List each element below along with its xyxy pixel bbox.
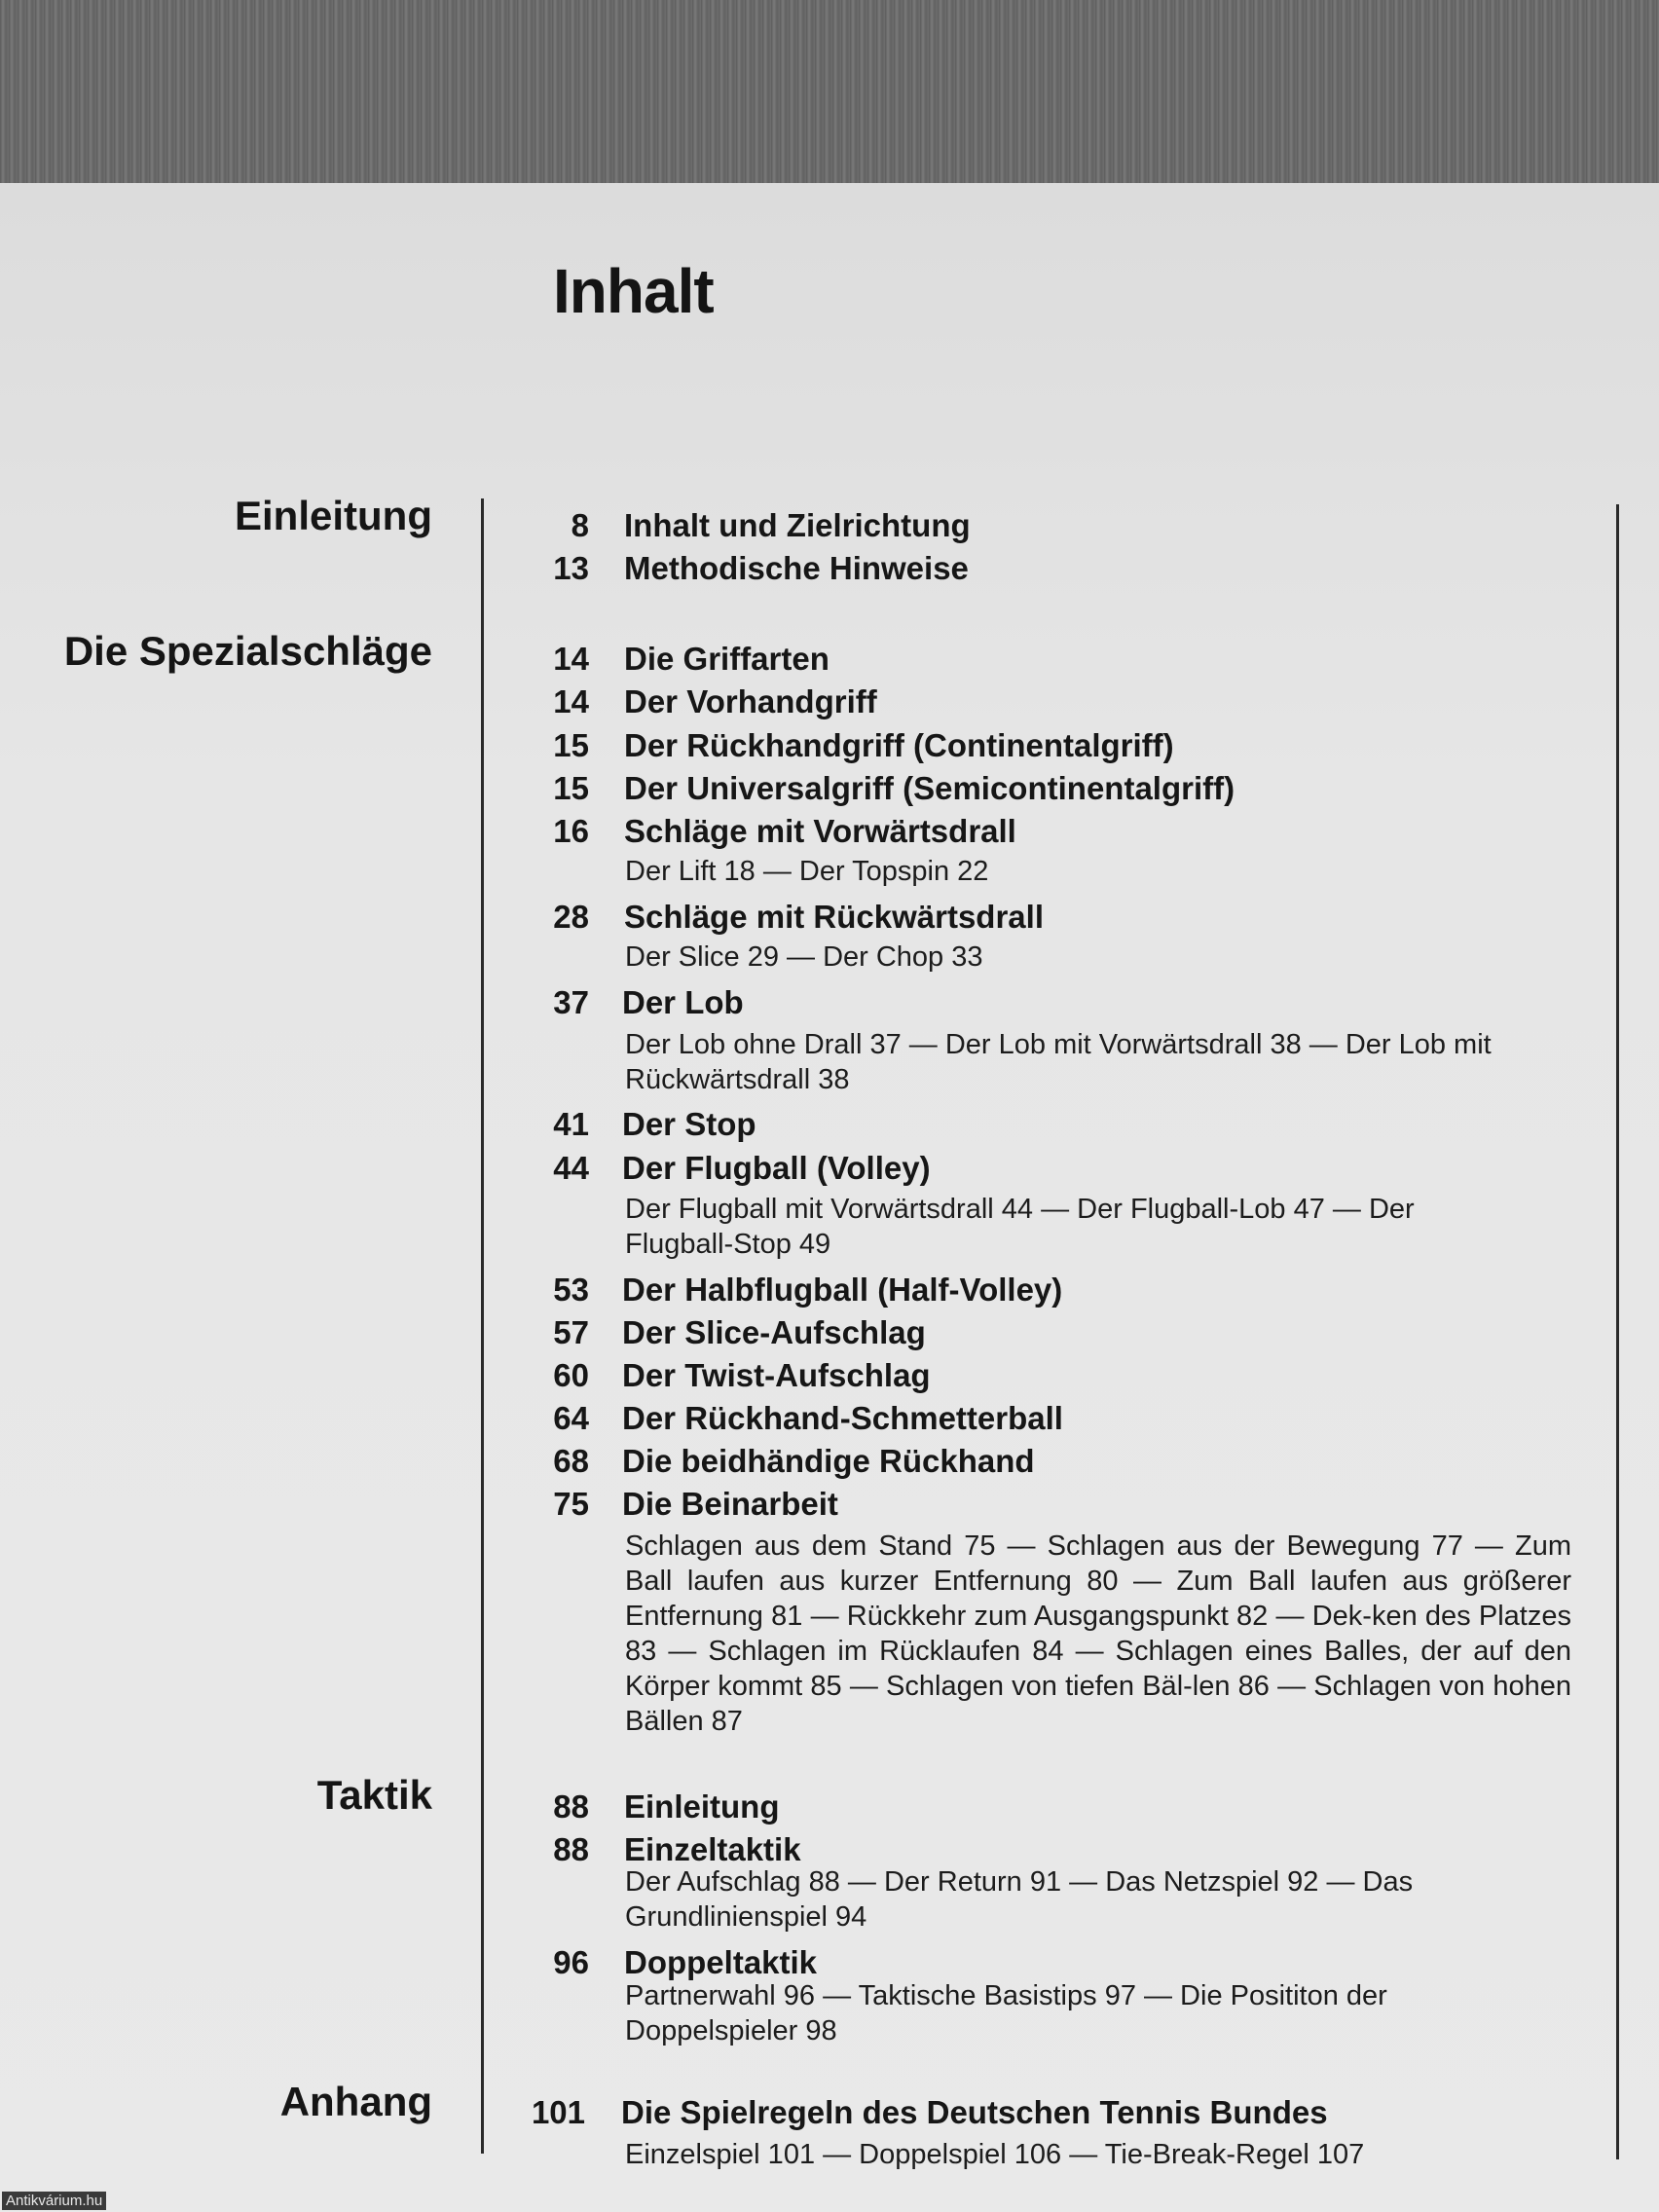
entry-page: 15 bbox=[553, 727, 589, 763]
entry-heading: Der Twist-Aufschlag bbox=[622, 1357, 931, 1393]
left-rule bbox=[481, 498, 484, 2154]
entry-page: 53 bbox=[553, 1272, 589, 1308]
entry-page: 101 bbox=[531, 2094, 585, 2130]
entry-heading: Der Slice-Aufschlag bbox=[622, 1314, 926, 1350]
entry-subtopics: Der Lift 18 — Der Topspin 22 bbox=[625, 856, 989, 887]
entry-heading: Schläge mit Rückwärtsdrall bbox=[624, 899, 1044, 935]
entry-page: 14 bbox=[553, 641, 589, 677]
entry-heading: Der Rückhandgriff (Continentalgriff) bbox=[624, 727, 1174, 763]
entry-page: 37 bbox=[553, 984, 589, 1020]
entry-heading: Der Lob bbox=[622, 984, 744, 1020]
entry-page: 68 bbox=[553, 1443, 589, 1479]
entry-page: 64 bbox=[553, 1400, 589, 1436]
background-fabric bbox=[0, 0, 1659, 190]
entry-subtopics: Einzelspiel 101 — Doppelspiel 106 — Tie-Break-Regel 107 bbox=[625, 2139, 1365, 2170]
entry-page: 88 bbox=[553, 1788, 589, 1825]
section-label-anhang: Anhang bbox=[279, 2079, 432, 2124]
entry-subtopics: Schlagen aus dem Stand 75 — Schlagen aus der Bewegung 77 — Zum Ball laufen aus kurzer Entfernung 80 — Zum Ball laufen aus größerer Entfernung 81 — Rückkehr zum Ausgangspunkt 82 — Dek-ken des Platzes 83 — Schlagen im Rücklaufen 84 — Schlagen eines Balles, der auf den Körper kommt 85 — Schlagen von tiefen Bäl-len 86 — Schlagen von hohen Bällen 87 bbox=[625, 1530, 1571, 1737]
entry-heading: Die Spielregeln des Deutschen Tennis Bundes bbox=[621, 2094, 1328, 2130]
entry-heading: Der Vorhandgriff bbox=[624, 683, 877, 719]
page-title: Inhalt bbox=[553, 256, 714, 326]
entry-page: 13 bbox=[553, 550, 589, 586]
entry-heading: Die Griffarten bbox=[624, 641, 830, 677]
entry-page: 57 bbox=[553, 1314, 589, 1350]
entry-page: 96 bbox=[553, 1944, 589, 1980]
watermark: Antikvárium.hu bbox=[2, 2192, 106, 2210]
section-label-taktik: Taktik bbox=[316, 1772, 432, 1818]
entry-subtopics: Der Aufschlag 88 — Der Return 91 — Das Netzspiel 92 — Das Grundlinienspiel 94 bbox=[625, 1866, 1414, 1933]
entry-subtopics: Der Slice 29 — Der Chop 33 bbox=[625, 941, 983, 973]
entry-heading: Der Halbflugball (Half-Volley) bbox=[622, 1272, 1063, 1308]
entry-subtopics: Der Lob ohne Drall 37 — Der Lob mit Vorwärtsdrall 38 — Der Lob mit Rückwärtsdrall 38 bbox=[625, 1029, 1492, 1095]
entry-page: 15 bbox=[553, 770, 589, 806]
entry-page: 41 bbox=[553, 1106, 589, 1142]
entry-page: 8 bbox=[571, 507, 589, 543]
section-label-spezialschlaege: Die Spezialschläge bbox=[63, 628, 432, 674]
right-rule bbox=[1616, 504, 1619, 2159]
entry-page: 28 bbox=[553, 899, 589, 935]
entry-subtopics: Der Flugball mit Vorwärtsdrall 44 — Der Flugball-Lob 47 — Der Flugball-Stop 49 bbox=[625, 1194, 1415, 1260]
entry-heading: Schläge mit Vorwärtsdrall bbox=[624, 813, 1016, 849]
entry-heading: Die Beinarbeit bbox=[622, 1486, 838, 1522]
entry-heading: Methodische Hinweise bbox=[624, 550, 969, 586]
entry-page: 14 bbox=[553, 683, 589, 719]
section-label-einleitung: Einleitung bbox=[235, 493, 432, 538]
entry-heading: Der Rückhand-Schmetterball bbox=[622, 1400, 1063, 1436]
entry-heading: Doppeltaktik bbox=[624, 1944, 818, 1980]
entry-subtopics: Partnerwahl 96 — Taktische Basistips 97 — Die Posititon der Doppelspieler 98 bbox=[625, 1980, 1387, 2046]
entry-page: 75 bbox=[553, 1486, 589, 1522]
entry-heading: Inhalt und Zielrichtung bbox=[624, 507, 971, 543]
entry-heading: Der Stop bbox=[622, 1106, 756, 1142]
entry-heading: Einzeltaktik bbox=[624, 1831, 801, 1867]
entry-heading: Einleitung bbox=[624, 1788, 780, 1825]
entry-page: 60 bbox=[553, 1357, 589, 1393]
entry-heading: Der Flugball (Volley) bbox=[622, 1150, 931, 1186]
entry-page: 44 bbox=[553, 1150, 589, 1186]
entry-page: 16 bbox=[553, 813, 589, 849]
entry-page: 88 bbox=[553, 1831, 589, 1867]
entry-heading: Die beidhändige Rückhand bbox=[622, 1443, 1035, 1479]
entry-heading: Der Universalgriff (Semicontinentalgriff) bbox=[624, 770, 1235, 806]
